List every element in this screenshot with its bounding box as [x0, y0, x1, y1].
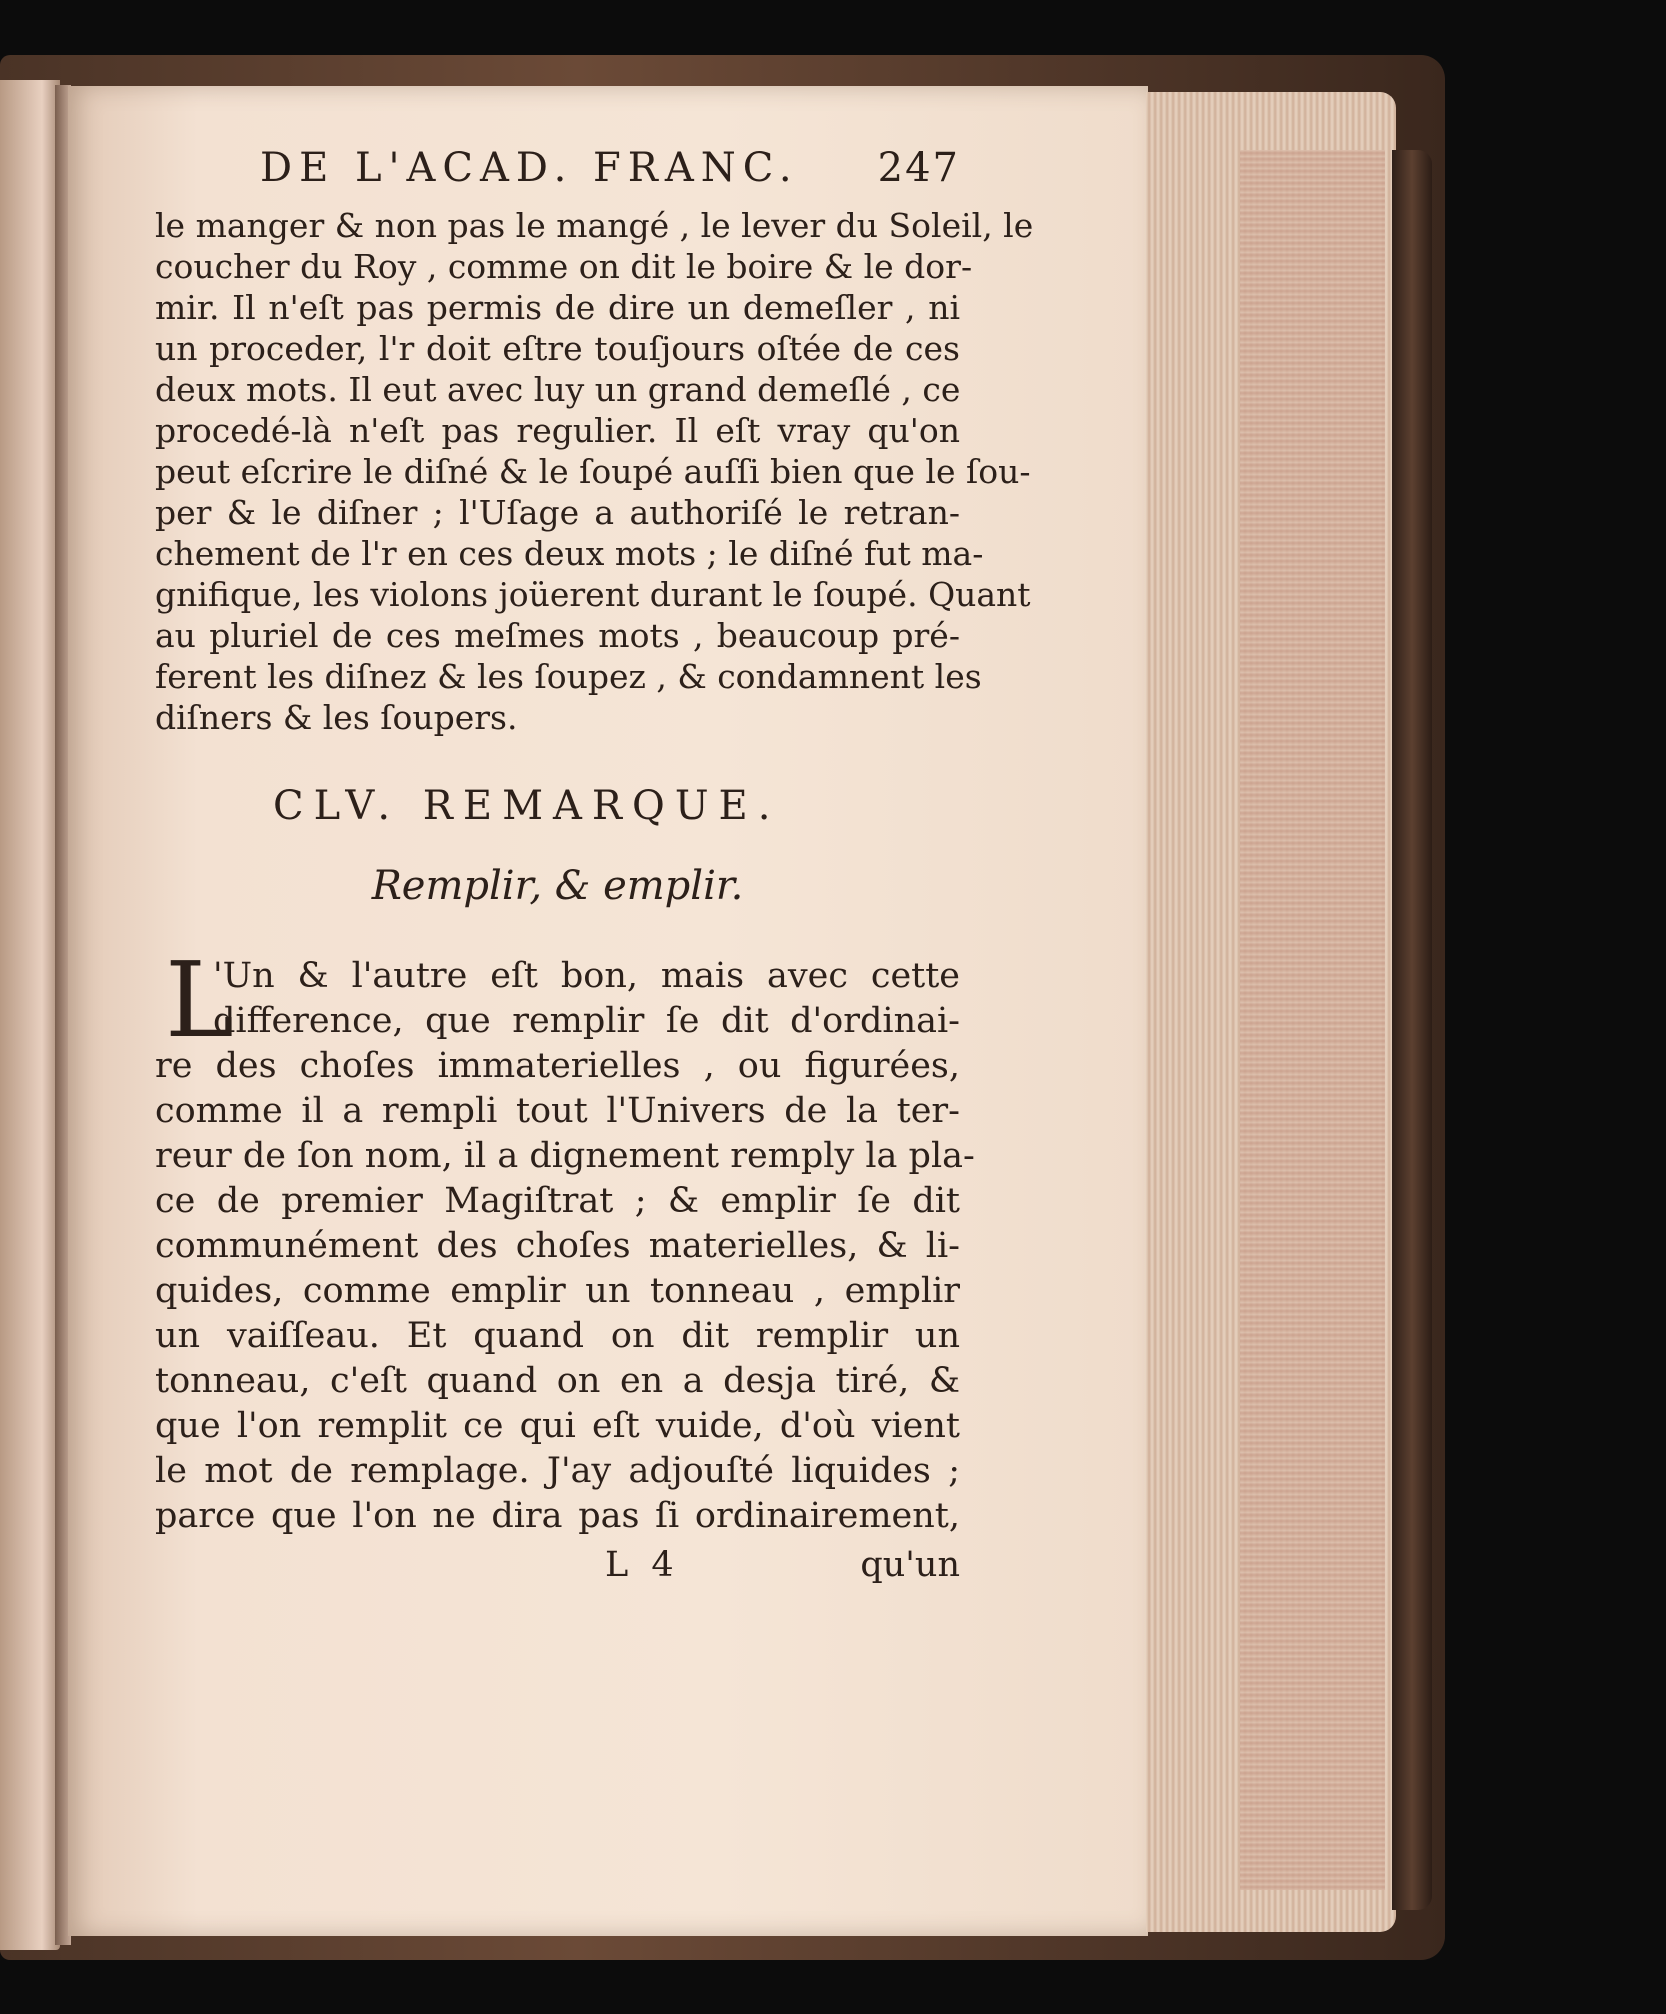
page-number: 247 [877, 145, 960, 191]
text-line: diſners & les ſoupers. [155, 698, 518, 737]
text-line: difference, que remplir ſe dit d'ordinai- [213, 1001, 960, 1041]
text-line: per & le diſner ; l'Uſage a authoriſé le retran- [155, 493, 960, 532]
text-line: ce de premier Magiſtrat ; & emplir ſe dit [155, 1181, 960, 1221]
text-line: quides, comme emplir un tonneau , emplir [155, 1271, 960, 1311]
facing-page-edge [0, 80, 60, 1950]
continuation-text [155, 205, 1034, 738]
text-line: deux mots. Il eut avec luy un grand demeſlé , ce [155, 370, 961, 409]
page-text [155, 145, 1034, 1595]
text-line: gnifique, les violons joüerent durant le ſoupé. Quant [155, 575, 1031, 614]
text-line: re des choſes immaterielles , ou figurées, [155, 1046, 960, 1086]
remark-paragraph [155, 939, 975, 1539]
running-head [155, 145, 960, 205]
section-subtitle: Remplir, & emplir. [371, 863, 744, 909]
text-line: procedé-là n'eſt pas regulier. Il eſt vray qu'on [155, 411, 960, 450]
text-line: parce que l'on ne dira pas ſi ordinairement, [155, 1496, 960, 1536]
page-footer [155, 1545, 960, 1595]
text-line: ferent les diſnez & les ſoupez , & condamnent les [155, 657, 982, 696]
sprinkled-page-edges [1240, 150, 1385, 1890]
catchword: qu'un [860, 1545, 960, 1585]
drop-cap: L [165, 939, 235, 1061]
text-line: tonneau, c'eſt quand on en a desja tiré, & [155, 1361, 960, 1401]
running-title: DE L'ACAD. FRANC. [260, 145, 799, 191]
signature-mark: L 4 [605, 1545, 680, 1585]
text-line: mir. Il n'eſt pas permis de dire un demeſler , ni [155, 288, 960, 327]
text-line: coucher du Roy , comme on dit le boire & le dor- [155, 247, 973, 286]
text-line: le mot de remplage. J'ay adjouſté liquides ; [155, 1451, 960, 1491]
text-line: reur de ſon nom, il a dignement remply la pla- [155, 1136, 975, 1176]
text-line: 'Un & l'autre eſt bon, mais avec cette [213, 956, 960, 996]
text-line: communément des choſes materielles, & li- [155, 1226, 960, 1266]
text-line: au pluriel de ces meſmes mots , beaucoup pré- [155, 616, 960, 655]
text-line: un vaiſſeau. Et quand on dit remplir un [155, 1316, 960, 1356]
text-line: un proceder, l'r doit eſtre touſjours oſtée de ces [155, 329, 960, 368]
text-line: comme il a rempli tout l'Univers de la ter- [155, 1091, 960, 1131]
book-spine [1392, 150, 1432, 1910]
text-line: peut eſcrire le diſné & le ſoupé auſſi bien que le ſou- [155, 452, 1031, 491]
section-title: CLV. REMARQUE. [273, 783, 781, 829]
text-line: le manger & non pas le mangé , le lever du Soleil, le [155, 206, 1034, 245]
text-line: que l'on remplit ce qui eſt vuide, d'où vient [155, 1406, 960, 1446]
text-line: chement de l'r en ces deux mots ; le diſné fut ma- [155, 534, 984, 573]
